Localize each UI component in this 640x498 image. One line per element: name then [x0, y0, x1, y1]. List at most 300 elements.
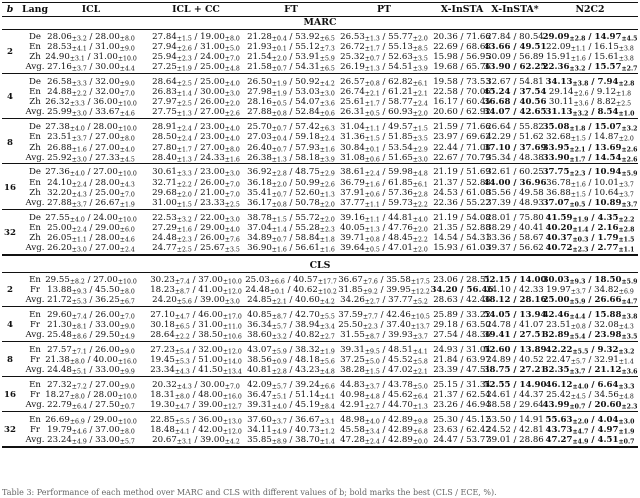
- lang-cell: Fr: [29, 425, 41, 436]
- value-cell: 38.75 / 27.21: [483, 365, 547, 376]
- value-cell: $30.11_{\pm 3.6} / 8.82_{\pm 2.5}$: [548, 97, 632, 108]
- value-cell: 23.06 / 28.51: [433, 274, 491, 285]
- value-cell: $25.70_{\pm 0.7} / 57.42_{\pm 6.3}$: [247, 122, 335, 133]
- lang-cell: Avg.: [25, 400, 45, 411]
- lang-cell: Avg.: [25, 330, 45, 340]
- value-cell: $38.60_{\pm 3.2} / 40.82_{\pm 2.7}$: [247, 330, 335, 341]
- value-cell: $28.64_{\pm 2.5} / 25.00_{\pm 4.0}$: [152, 76, 240, 88]
- value-cell: 44.00 / 36.96: [483, 177, 547, 188]
- value-cell: $26.20_{\pm 3.0} / 27.00_{\pm 2.4}$: [47, 243, 135, 254]
- value-cell: 21.59 / 71.66: [433, 122, 491, 133]
- value-cell: $40.72_{\pm 2.3} / 2.77_{\pm 1.1}$: [545, 243, 635, 254]
- value-cell: 16.17 / 60.45: [433, 97, 491, 108]
- value-cell: $42.22_{\pm 5.5} / 9.32_{\pm 3.2}$: [545, 344, 635, 356]
- value-cell: 15.98 / 56.95: [433, 51, 491, 62]
- value-cell: 32.67 / 54.81: [486, 76, 544, 87]
- value-cell: $26.58_{\pm 3.3} / 32.00_{\pm 9.0}$: [47, 76, 135, 88]
- value-cell: $25.61_{\pm 1.7} / 58.77_{\pm 2.4}$: [340, 97, 428, 108]
- lang-cell: Avg.: [25, 435, 45, 446]
- value-cell: 37.10 / 37.69: [483, 142, 547, 153]
- value-cell: 33.90 / 62.25: [483, 62, 547, 73]
- value-cell: $27.38_{\pm 4.0} / 28.00_{\pm 10.0}$: [45, 122, 137, 133]
- lang-cell: Avg.: [25, 243, 45, 254]
- value-cell: $25.94_{\pm 2.3} / 24.00_{\pm 7.0}$: [152, 51, 240, 63]
- lang-cell: Avg.: [25, 107, 45, 118]
- value-cell: $31.55_{\pm 8.7} / 39.93_{\pm 3.7}$: [340, 330, 428, 341]
- value-cell: $19.30_{\pm 4.7} / 39.00_{\pm 12.7}$: [150, 400, 242, 411]
- value-cell: $22.85_{\pm 5.5} / 36.00_{\pm 13.0}$: [150, 414, 242, 426]
- value-cell: $34.13_{\pm 3.8} / 7.94_{\pm 2.8}$: [545, 76, 635, 88]
- value-cell: 22.67 / 70.79: [433, 152, 491, 163]
- budget-label: 4: [7, 319, 13, 330]
- value-cell: 27.54 / 48.36: [433, 330, 491, 340]
- value-cell: 22.69 / 68.68: [433, 41, 491, 52]
- value-cell: $24.90_{\pm 3.1} / 31.00_{\pm 10.0}$: [45, 51, 137, 63]
- value-cell: $24.48_{\pm 5.1} / 33.00_{\pm 9.9}$: [47, 365, 135, 376]
- value-cell: $21.72_{\pm 5.3} / 36.25_{\pm 6.7}$: [47, 294, 135, 306]
- column-header-lang: Lang: [21, 4, 49, 15]
- section-rule: [2, 272, 638, 273]
- value-cell: $25.32_{\pm 0.7} / 52.63_{\pm 3.5}$: [340, 51, 428, 63]
- value-cell: $18.23_{\pm 8.7} / 41.00_{\pm 12.0}$: [150, 284, 242, 296]
- value-cell: 43.66 / 49.51: [483, 41, 547, 52]
- lang-cell: Zh: [29, 233, 41, 244]
- value-cell: 19.58 / 73.53: [433, 76, 491, 87]
- value-cell: $24.85_{\pm 2.1} / 40.60_{\pm 4.2}$: [247, 294, 335, 306]
- value-cell: $24.77_{\pm 2.5} / 25.67_{\pm 3.5}$: [152, 243, 240, 254]
- value-cell: $26.72_{\pm 1.7} / 55.13_{\pm 8.5}$: [340, 41, 428, 53]
- value-cell: $18.31_{\pm 8.0} / 48.00_{\pm 16.0}$: [150, 390, 242, 401]
- value-cell: 35.34 / 48.38: [486, 152, 544, 163]
- lang-cell: En: [29, 132, 41, 143]
- budget-label: 32: [4, 425, 16, 436]
- value-cell: $39.31_{\pm 9.5} / 48.51_{\pm 4.1}$: [340, 344, 428, 356]
- group-rule: [2, 163, 638, 164]
- value-cell: $27.75_{\pm 1.3} / 27.00_{\pm 2.6}$: [152, 107, 240, 118]
- value-cell: $26.50_{\pm 1.9} / 50.92_{\pm 4.2}$: [247, 76, 335, 88]
- value-cell: $27.32_{\pm 7.2} / 27.00_{\pm 9.0}$: [47, 379, 135, 391]
- bottom-rule: [2, 447, 638, 448]
- lang-cell: De: [29, 167, 41, 178]
- budget-label: 16: [4, 182, 16, 193]
- value-cell: $35.08_{\pm 1.8} / 15.07_{\pm 3.2}$: [542, 122, 638, 133]
- lang-cell: Zh: [29, 142, 41, 153]
- value-cell: $34.26_{\pm 2.7} / 37.77_{\pm 5.2}$: [340, 294, 428, 306]
- value-cell: $30.18_{\pm 6.5} / 31.00_{\pm 11.0}$: [150, 319, 242, 331]
- value-cell: 24.53 / 61.08: [433, 187, 491, 198]
- value-cell: $45.58_{\pm 3.4} / 42.89_{\pm 6.8}$: [340, 425, 428, 436]
- value-cell: $18.48_{\pm 4.1} / 42.00_{\pm 12.0}$: [150, 425, 242, 436]
- value-cell: 35.56 / 49.58: [486, 187, 544, 198]
- value-cell: $28.16_{\pm 0.5} / 54.07_{\pm 3.6}$: [247, 97, 335, 108]
- budget-label: 16: [4, 390, 16, 401]
- value-cell: $36.92_{\pm 2.8} / 48.75_{\pm 2.9}$: [247, 167, 335, 178]
- group-rule: [2, 341, 638, 342]
- value-cell: 23.39 / 47.51: [433, 365, 491, 376]
- value-cell: $37.91_{\pm 0.6} / 57.36_{\pm 2.8}$: [340, 187, 428, 199]
- value-cell: $38.78_{\pm 1.5} / 55.72_{\pm 2.0}$: [247, 212, 335, 224]
- lang-cell: Avg.: [25, 365, 45, 376]
- value-cell: $29.60_{\pm 7.4} / 26.00_{\pm 7.0}$: [47, 309, 135, 321]
- value-cell: $26.74_{\pm 2.1} / 61.21_{\pm 2.1}$: [340, 87, 428, 98]
- value-cell: $22.53_{\pm 3.2} / 22.00_{\pm 3.0}$: [152, 212, 240, 224]
- group-rule: [2, 73, 638, 74]
- value-cell: 27.84 / 80.54: [486, 31, 544, 42]
- value-cell: 24.52 / 42.81: [486, 425, 544, 436]
- value-cell: $28.64_{\pm 2.2} / 38.50_{\pm 10.6}$: [150, 330, 242, 341]
- value-cell: 52.15 / 14.00: [483, 274, 547, 285]
- value-cell: $29.09_{\pm 2.8} / 14.97_{\pm 4.5}$: [542, 31, 638, 43]
- value-cell: 23.97 / 69.62: [433, 132, 491, 143]
- top-rule: [2, 2, 638, 3]
- column-header-x-insta-: X-InSTA*: [491, 4, 539, 15]
- value-cell: 45.24 / 37.54: [483, 87, 547, 97]
- value-cell: $23.24_{\pm 4.9} / 33.00_{\pm 5.7}$: [47, 435, 135, 446]
- lang-cell: De: [29, 122, 41, 133]
- value-cell: 22.36 / 55.22: [433, 198, 491, 208]
- value-cell: $20.32_{\pm 4.3} / 30.00_{\pm 7.0}$: [152, 379, 240, 391]
- value-cell: $41.59_{\pm 1.9} / 4.35_{\pm 2.2}$: [545, 212, 635, 224]
- value-cell: 38.29 / 40.41: [486, 222, 544, 233]
- value-cell: 39.41 / 27.51: [483, 330, 547, 340]
- value-cell: 34.07 / 42.65: [483, 107, 547, 118]
- column-header-ft: FT: [284, 4, 298, 15]
- value-cell: $27.29_{\pm 1.6} / 29.00_{\pm 4.0}$: [152, 222, 240, 234]
- value-cell: $32.71_{\pm 2.2} / 26.00_{\pm 7.0}$: [152, 177, 240, 189]
- value-cell: $36.67_{\pm 7.6} / 35.58_{\pm 17.5}$: [338, 274, 430, 286]
- value-cell: $37.75_{\pm 2.3} / 10.94_{\pm 5.9}$: [542, 167, 638, 178]
- value-cell: $24.10_{\pm 2.4} / 28.00_{\pm 4.3}$: [47, 177, 135, 189]
- value-cell: $40.05_{\pm 1.3} / 47.76_{\pm 2.0}$: [340, 222, 428, 234]
- value-cell: $13.88_{\pm 9.3} / 45.50_{\pm 8.0}$: [47, 284, 135, 296]
- lang-cell: En: [29, 414, 41, 425]
- value-cell: $21.93_{\pm 0.1} / 55.12_{\pm 7.3}$: [247, 41, 335, 53]
- value-cell: 33.36 / 58.67: [486, 233, 544, 244]
- value-cell: $26.83_{\pm 1.4} / 30.00_{\pm 3.0}$: [152, 87, 240, 98]
- value-cell: $27.25_{\pm 1.9} / 25.00_{\pm 4.8}$: [152, 62, 240, 73]
- lang-cell: Avg.: [25, 294, 45, 305]
- group-rule: [2, 306, 638, 307]
- value-cell: $27.88_{\pm 3.7} / 26.67_{\pm 1.9}$: [47, 198, 135, 209]
- value-cell: $27.23_{\pm 5.4} / 32.00_{\pm 12.0}$: [150, 344, 242, 356]
- value-cell: 32.61 / 60.25: [486, 167, 544, 178]
- lang-cell: De: [29, 31, 41, 42]
- value-cell: $23.51_{\pm 3.7} / 27.00_{\pm 8.0}$: [47, 132, 135, 143]
- value-cell: $37.25_{\pm 5.0} / 45.52_{\pm 5.8}$: [340, 354, 428, 366]
- value-cell: $29.68_{\pm 2.0} / 21.00_{\pm 7.0}$: [152, 187, 240, 199]
- value-cell: $20.67_{\pm 3.1} / 39.00_{\pm 4.2}$: [152, 435, 240, 446]
- value-cell: $28.91_{\pm 2.4} / 23.00_{\pm 4.0}$: [152, 122, 240, 133]
- value-cell: $39.71_{\pm 0.8} / 48.45_{\pm 2.2}$: [340, 233, 428, 244]
- value-cell: $25.00_{\pm 5.9} / 26.66_{\pm 4.7}$: [542, 294, 638, 306]
- lang-cell: Zh: [29, 187, 41, 198]
- section-rule: [2, 29, 638, 30]
- value-cell: 38.58 / 29.64: [486, 400, 544, 411]
- value-cell: $47.28_{\pm 2.4} / 42.89_{\pm 0.0}$: [340, 435, 428, 446]
- value-cell: $26.88_{\pm 1.6} / 27.00_{\pm 4.0}$: [47, 142, 135, 154]
- value-cell: $30.23_{\pm 7.4} / 37.00_{\pm 10.0}$: [150, 274, 242, 286]
- value-cell: $26.38_{\pm 1.3} / 58.18_{\pm 3.9}$: [247, 152, 335, 164]
- value-cell: 52.55 / 14.90: [483, 379, 547, 390]
- value-cell: $38.56_{\pm 0.9} / 48.18_{\pm 5.6}$: [247, 354, 335, 366]
- value-cell: $40.37_{\pm 0.3} / 1.79_{\pm 1.5}$: [545, 233, 635, 244]
- value-cell: $36.34_{\pm 5.7} / 38.94_{\pm 3.4}$: [247, 319, 335, 331]
- value-cell: $42.46_{\pm 4.4} / 15.88_{\pm 3.8}$: [542, 309, 638, 321]
- section-end-rule: [2, 255, 638, 256]
- value-cell: $34.89_{\pm 0.7} / 58.84_{\pm 1.8}$: [247, 233, 335, 244]
- value-cell: $28.53_{\pm 4.1} / 31.00_{\pm 9.0}$: [47, 41, 135, 53]
- budget-label: 8: [7, 355, 13, 365]
- budget-label: 32: [4, 228, 16, 239]
- value-cell: $39.16_{\pm 1.1} / 44.81_{\pm 4.0}$: [340, 212, 428, 224]
- value-cell: $28.40_{\pm 1.3} / 24.33_{\pm 1.6}$: [152, 152, 240, 164]
- value-cell: $36.47_{\pm 5.1} / 51.14_{\pm 4.1}$: [247, 390, 335, 401]
- value-cell: $30.84_{\pm 0.1} / 53.54_{\pm 2.9}$: [340, 142, 428, 154]
- value-cell: $36.17_{\pm 0.8} / 50.78_{\pm 2.0}$: [247, 198, 335, 209]
- group-rule: [2, 209, 638, 210]
- budget-label: 2: [7, 46, 13, 57]
- value-cell: 42.29 / 51.62: [486, 132, 544, 143]
- value-cell: $30.03_{\pm 9.3} / 18.50_{\pm 5.9}$: [542, 274, 638, 286]
- value-cell: $25.99_{\pm 3.0} / 33.67_{\pm 4.6}$: [47, 107, 135, 118]
- value-cell: 34.20 / 56.46: [430, 284, 494, 295]
- value-cell: 19.68 / 65.76: [433, 62, 491, 73]
- value-cell: 36.68 / 40.56: [483, 97, 547, 108]
- value-cell: $27.94_{\pm 2.6} / 31.00_{\pm 5.0}$: [152, 41, 240, 53]
- section-title-marc: MARC: [303, 16, 337, 28]
- lang-cell: Zh: [29, 97, 41, 108]
- value-cell: $27.57_{\pm 7.1} / 26.00_{\pm 9.0}$: [47, 344, 135, 356]
- group-rule: [2, 118, 638, 119]
- value-cell: $26.05_{\pm 1.1} / 28.00_{\pm 4.6}$: [47, 233, 135, 244]
- value-cell: $36.18_{\pm 2.0} / 50.99_{\pm 2.6}$: [247, 177, 335, 189]
- value-cell: $21.38_{\pm 8.0} / 40.00_{\pm 16.0}$: [45, 354, 137, 366]
- value-cell: 28.01 / 75.80: [486, 212, 544, 223]
- value-cell: $46.12_{\pm 4.0} / 6.64_{\pm 3.3}$: [545, 379, 635, 391]
- value-cell: 26.64 / 55.82: [486, 122, 544, 133]
- lang-cell: Zh: [29, 51, 41, 62]
- budget-label: 8: [7, 137, 13, 148]
- value-cell: $25.42_{\pm 4.5} / 34.56_{\pm 4.8}$: [546, 390, 634, 401]
- value-cell: $22.79_{\pm 6.4} / 27.50_{\pm 0.7}$: [47, 400, 135, 411]
- value-cell: $36.90_{\pm 1.6} / 56.61_{\pm 1.6}$: [247, 243, 335, 254]
- value-cell: 23.63 / 62.42: [433, 425, 491, 436]
- value-cell: 20.60 / 62.92: [433, 107, 491, 118]
- value-cell: $27.88_{\pm 0.8} / 52.84_{\pm 0.6}$: [247, 107, 335, 118]
- value-cell: $31.04_{\pm 1.1} / 49.57_{\pm 1.5}$: [340, 122, 428, 133]
- value-cell: 24.78 / 41.07: [486, 319, 544, 330]
- value-cell: 14.54 / 54.31: [433, 233, 491, 244]
- column-header-n2c2: N2C2: [575, 4, 605, 15]
- value-cell: $21.30_{\pm 8.1} / 33.00_{\pm 9.0}$: [47, 319, 135, 331]
- value-cell: $19.97_{\pm 3.7} / 34.82_{\pm 6.9}$: [546, 284, 634, 296]
- value-cell: 25.15 / 31.34: [433, 379, 491, 390]
- lang-cell: Fr: [29, 354, 41, 365]
- lang-cell: De: [29, 76, 41, 87]
- value-cell: $27.97_{\pm 2.5} / 26.00_{\pm 2.0}$: [152, 97, 240, 108]
- budget-label: 4: [7, 92, 13, 103]
- lang-cell: Fr: [29, 284, 41, 295]
- value-cell: $40.81_{\pm 2.8} / 43.23_{\pm 4.8}$: [247, 365, 335, 376]
- column-header-pt: PT: [376, 4, 392, 15]
- lang-cell: En: [29, 344, 41, 355]
- value-cell: 24.10 / 42.33: [486, 284, 544, 295]
- value-cell: $55.63_{\pm 2.0} / 4.04_{\pm 3.0}$: [545, 414, 635, 426]
- value-cell: 24.47 / 53.77: [433, 435, 491, 446]
- value-cell: $21.28_{\pm 0.4} / 53.92_{\pm 6.5}$: [247, 31, 335, 43]
- value-cell: $36.78_{\pm 1.6} / 10.01_{\pm 3.7}$: [546, 177, 634, 189]
- value-cell: 15.93 / 61.03: [433, 243, 491, 254]
- value-cell: $26.31_{\pm 0.5} / 60.93_{\pm 2.0}$: [340, 107, 428, 118]
- lang-cell: En: [29, 222, 41, 233]
- value-cell: $33.95_{\pm 2.1} / 13.69_{\pm 2.6}$: [542, 142, 638, 154]
- value-cell: 24.89 / 40.52: [486, 354, 544, 365]
- value-cell: $31.13_{\pm 3.2} / 8.54_{\pm 1.0}$: [545, 107, 635, 118]
- value-cell: $28.06_{\pm 3.2} / 28.00_{\pm 8.0}$: [47, 31, 135, 43]
- value-cell: $36.88_{\pm 1.5} / 10.64_{\pm 3.7}$: [546, 187, 634, 199]
- value-cell: $22.36_{\pm 3.2} / 15.57_{\pm 2.7}$: [542, 62, 638, 73]
- value-cell: $19.45_{\pm 5.3} / 51.00_{\pm 14.0}$: [150, 354, 242, 366]
- value-cell: $22.47_{\pm 5.7} / 32.91_{\pm 1.4}$: [546, 354, 634, 366]
- value-cell: 21.35 / 52.88: [433, 222, 491, 233]
- column-header-icl: ICL: [81, 4, 101, 15]
- lang-cell: Avg.: [25, 62, 45, 73]
- value-cell: 24.93 / 31.04: [433, 344, 491, 355]
- lang-cell: Avg.: [25, 198, 45, 208]
- value-cell: $39.31_{\pm 4.0} / 45.19_{\pm 8.4}$: [247, 400, 335, 411]
- value-cell: $29.55_{\pm 8.2} / 27.00_{\pm 10.0}$: [45, 274, 137, 286]
- value-cell: $38.28_{\pm 1.5} / 47.02_{\pm 2.1}$: [340, 365, 428, 376]
- budget-label: 2: [7, 284, 13, 295]
- value-cell: $43.99_{\pm 0.7} / 20.60_{\pm 2.3}$: [542, 400, 638, 411]
- column-header-x-insta: X-InSTA: [440, 4, 484, 15]
- section-title-cls: CLS: [309, 259, 331, 271]
- value-cell: $32.35_{\pm 3.7} / 21.12_{\pm 3.6}$: [542, 365, 638, 376]
- value-cell: 39.37 / 56.62: [486, 243, 544, 254]
- value-cell: $37.04_{\pm 1.4} / 55.28_{\pm 2.3}$: [247, 222, 335, 234]
- value-cell: $28.50_{\pm 2.4} / 23.00_{\pm 4.0}$: [152, 132, 240, 143]
- value-cell: $25.48_{\pm 8.6} / 29.50_{\pm 4.9}$: [47, 330, 135, 341]
- value-cell: 24.61 / 44.37: [486, 390, 544, 400]
- value-cell: $26.69_{\pm 6.9} / 29.00_{\pm 10.0}$: [45, 414, 137, 426]
- lang-cell: En: [29, 177, 41, 188]
- value-cell: $31.08_{\pm 0.6} / 51.65_{\pm 3.0}$: [340, 152, 428, 164]
- value-cell: $30.61_{\pm 3.3} / 23.00_{\pm 3.0}$: [152, 167, 240, 178]
- value-cell: 21.84 / 63.97: [433, 354, 491, 365]
- value-cell: 52.60 / 13.89: [483, 344, 547, 355]
- column-header-icl-cc: ICL + CC: [172, 4, 220, 15]
- value-cell: 22.44 / 71.08: [433, 142, 491, 153]
- value-cell: $32.68_{\pm 1.5} / 14.87_{\pm 2.0}$: [546, 132, 634, 143]
- value-cell: $38.61_{\pm 2.4} / 59.98_{\pm 4.8}$: [340, 167, 428, 178]
- column-header-b: b: [6, 4, 14, 15]
- value-cell: $48.98_{\pm 4.0} / 42.89_{\pm 9.8}$: [340, 414, 428, 426]
- value-cell: 25.30 / 45.12: [433, 414, 491, 425]
- value-cell: 25.89 / 33.22: [433, 309, 491, 320]
- value-cell: $37.77_{\pm 1.1} / 59.73_{\pm 2.2}$: [340, 198, 428, 209]
- value-cell: $21.54_{\pm 2.0} / 53.91_{\pm 5.9}$: [247, 51, 335, 63]
- value-cell: $27.55_{\pm 4.0} / 24.00_{\pm 10.0}$: [45, 212, 137, 224]
- lang-cell: En: [29, 41, 41, 52]
- value-cell: $44.83_{\pm 3.7} / 43.78_{\pm 5.0}$: [340, 379, 428, 391]
- value-cell: 53.50 / 14.91: [486, 414, 544, 425]
- value-cell: $22.09_{\pm 1.1} / 16.15_{\pm 3.8}$: [546, 41, 634, 53]
- value-cell: 30.09 / 56.89: [486, 51, 544, 62]
- value-cell: $34.11_{\pm 4.9} / 40.73_{\pm 1.2}$: [247, 425, 335, 436]
- value-cell: $37.60_{\pm 3.7} / 36.67_{\pm 3.1}$: [247, 414, 335, 426]
- value-cell: $24.20_{\pm 5.6} / 39.00_{\pm 3.0}$: [152, 294, 240, 306]
- value-cell: $26.53_{\pm 1.3} / 55.77_{\pm 2.0}$: [340, 31, 428, 43]
- lang-cell: Fr: [29, 319, 41, 330]
- value-cell: 21.19 / 54.08: [433, 212, 491, 223]
- value-cell: $43.73_{\pm 4.7} / 4.97_{\pm 1.9}$: [545, 425, 635, 436]
- value-cell: 23.26 / 46.94: [433, 400, 491, 411]
- value-cell: 21.19 / 51.69: [433, 167, 491, 178]
- value-cell: $35.41_{\pm 0.7} / 52.60_{\pm 1.3}$: [247, 187, 335, 199]
- value-cell: $40.20_{\pm 1.4} / 2.16_{\pm 2.8}$: [545, 222, 635, 234]
- lang-cell: De: [29, 212, 41, 223]
- value-cell: $27.10_{\pm 4.7} / 46.00_{\pm 17.0}$: [150, 309, 242, 321]
- value-cell: 39.01 / 28.86: [486, 435, 544, 446]
- value-cell: $27.03_{\pm 0.4} / 59.18_{\pm 2.4}$: [247, 132, 335, 143]
- lang-cell: Avg.: [25, 152, 45, 163]
- value-cell: $27.80_{\pm 1.7} / 27.00_{\pm 8.0}$: [152, 142, 240, 154]
- value-cell: $27.98_{\pm 1.9} / 53.03_{\pm 3.0}$: [247, 87, 335, 98]
- value-cell: $33.90_{\pm 1.7} / 14.54_{\pm 2.6}$: [542, 152, 638, 164]
- value-cell: $31.00_{\pm 1.5} / 23.33_{\pm 2.5}$: [152, 198, 240, 209]
- value-cell: $24.88_{\pm 2.2} / 32.00_{\pm 7.0}$: [47, 87, 135, 98]
- lang-cell: En: [29, 379, 41, 390]
- value-cell: $25.92_{\pm 3.0} / 27.33_{\pm 4.5}$: [47, 152, 135, 164]
- value-cell: $32.89_{\pm 5.4} / 23.98_{\pm 3.5}$: [542, 330, 638, 341]
- value-cell: $21.58_{\pm 0.7} / 54.31_{\pm 6.5}$: [247, 62, 335, 73]
- value-cell: $43.07_{\pm 5.9} / 38.32_{\pm 1.9}$: [247, 344, 335, 356]
- value-cell: 21.37 / 52.88: [433, 177, 491, 188]
- value-cell: $25.03_{\pm 6.6} / 40.57_{\pm 17.7}$: [245, 274, 337, 286]
- value-cell: $47.27_{\pm 4.9} / 4.51_{\pm 0.7}$: [545, 435, 635, 446]
- value-cell: 20.36 / 71.66: [433, 31, 491, 42]
- value-cell: $40.85_{\pm 8.7} / 42.70_{\pm 5.5}$: [247, 309, 335, 321]
- value-cell: $26.32_{\pm 3.3} / 36.00_{\pm 10.0}$: [45, 97, 137, 108]
- value-cell: $27.84_{\pm 1.5} / 19.00_{\pm 8.0}$: [152, 31, 240, 43]
- value-cell: $42.91_{\pm 2.7} / 44.70_{\pm 1.3}$: [340, 400, 428, 411]
- value-cell: 21.37 / 62.54: [433, 390, 491, 400]
- value-cell: $29.14_{\pm 2.6} / 9.12_{\pm 1.8}$: [548, 87, 632, 98]
- value-cell: $25.00_{\pm 2.4} / 29.00_{\pm 6.0}$: [47, 222, 135, 234]
- value-cell: $26.57_{\pm 0.8} / 62.82_{\pm 6.1}$: [340, 76, 428, 88]
- table-caption: Table 3: Performance of each method over MARC and CLS with different values of b; bold marks the best (CLS / ECE, %).: [2, 488, 497, 497]
- value-cell: 28.63 / 42.46: [433, 294, 491, 305]
- value-cell: $19.79_{\pm 4.6} / 37.00_{\pm 8.0}$: [47, 425, 135, 436]
- value-cell: $36.79_{\pm 1.6} / 61.85_{\pm 6.1}$: [340, 177, 428, 189]
- value-cell: $40.98_{\pm 4.8} / 45.62_{\pm 6.4}$: [340, 390, 428, 401]
- value-cell: $24.48_{\pm 2.3} / 26.00_{\pm 7.6}$: [152, 233, 240, 244]
- value-cell: $18.27_{\pm 8.0} / 28.00_{\pm 10.0}$: [45, 390, 137, 401]
- value-cell: 54.05 / 13.94: [483, 309, 547, 320]
- value-cell: $23.51_{\pm 0.8} / 32.08_{\pm 4.3}$: [546, 319, 634, 331]
- value-cell: 29.18 / 63.50: [433, 319, 491, 330]
- value-cell: $24.48_{\pm 0.1} / 40.62_{\pm 10.2}$: [245, 284, 337, 296]
- group-rule: [2, 411, 638, 412]
- value-cell: $15.91_{\pm 1.6} / 15.61_{\pm 3.8}$: [546, 51, 634, 63]
- value-cell: $31.85_{\pm 9.2} / 39.95_{\pm 12.2}$: [338, 284, 430, 296]
- value-cell: $35.85_{\pm 8.9} / 38.70_{\pm 1.4}$: [247, 435, 335, 446]
- value-cell: $37.07_{\pm 0.5} / 10.89_{\pm 3.7}$: [542, 198, 638, 209]
- value-cell: 37.39 / 48.93: [486, 198, 544, 208]
- lang-cell: En: [29, 309, 41, 320]
- value-cell: $37.59_{\pm 7.7} / 42.46_{\pm 10.5}$: [338, 309, 430, 321]
- value-cell: $27.36_{\pm 4.0} / 27.00_{\pm 10.0}$: [45, 167, 137, 178]
